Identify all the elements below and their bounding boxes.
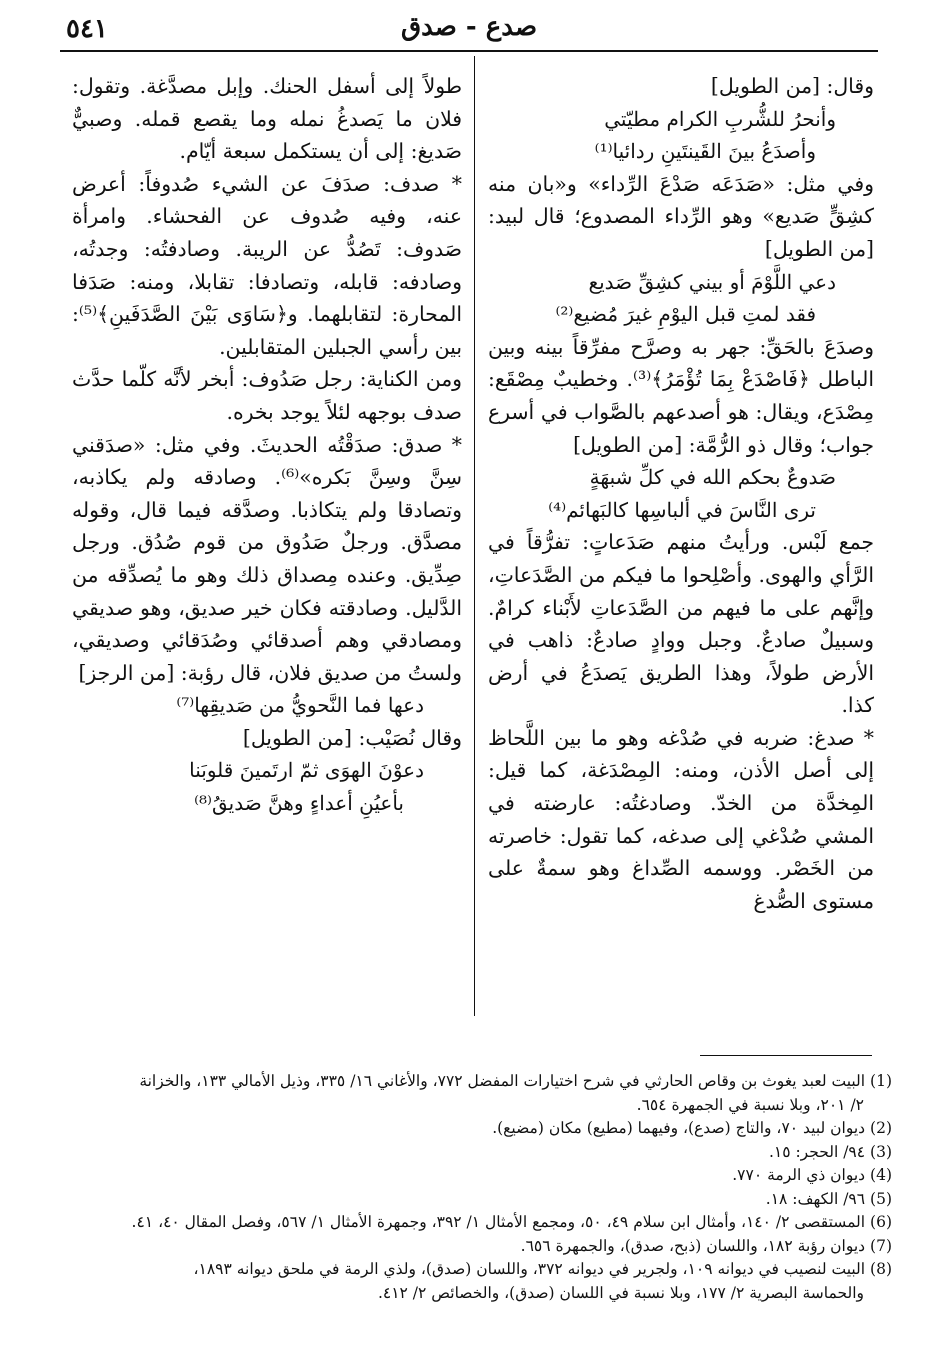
footnote-3: (3) ٩٤/ الحجر: ١٥. [768,1142,892,1161]
running-title: صدع - صدق [400,12,538,42]
footnote-rule [700,1055,872,1056]
verse-line: فقد لمتِ قبل اليوْمِ غيرَ مُضيع⁽²⁾ [555,302,816,327]
paragraph: ومن الكناية: رجل صَدُوف: أبخر لأنَّه كلّما حدَّث صدف بوجهه لئلاً يوجد بخره. [72,367,462,424]
verse-line: ترى النَّاسَ في ألباسِها كالبَهائم⁽⁴⁾ [548,497,816,522]
paragraph: جمع لَبْس. ورأيتُ منهم صَدَعاتٍ: تفرُّقاً في الرَّأي والهوى. وأصْلِحوا ما فيكم من الصَّدَعاتِ، وإنَّهم على ما فيهم من الصَّدَعاتِ لأَبْناء كرامٌ. وسبيلٌ صادعٌ. وجبل ووادٍ صادعٌ: ذاهب في الأرض طولاً، وهذا الطريق يَصدَعُ في أرض كذا. [488,530,874,718]
entry-sadaq: * صدق: صدَقْتُه الحديثَ. وفي مثل: «صدَقني سِنَّ وسِنَّ بَكره»⁽⁶⁾. وصادقه ولم يكاذبه، وتصادقا ولم يتكاذبا. وصدَّقه فيما قال، وقوله مصدَّق. ورجلٌ صَدُوق من قوم صُدُق. ورجل صِدِّيق. وعنده مِصداق ذلك وهو ما يُصدِّقه من الدَّليل. وصادقته فكان خير صديق، وهو صديقي ومصادقي وهم أصدقائي وصُدَقائي وصديقي، ولستُ من صديق فلان، قال رؤبة: [من الرجز] [72,432,462,685]
entry-sadaf: * صدف: صدَفَ عن الشيء صُدوفاً: أعرض عنه، وفيه صُدوف عن الفحشاء. وامرأة صَدوف: تَصُدُّ عن الريبة. وصادفتُه: وجدتُه، وصادفه: قابله، وتصادفا: تقابلا، ومنه: صَدَفا المحارة: لتقابلهما. و﴿سَاوَى بَيْنَ الصَّدَفَينِ﴾⁽⁵⁾: بين رأسي الجبلين المتقابلين. [72,171,462,359]
footnote-1-cont: ٢/ ٢٠١، وبلا نسبة في الجمهرة ٦٥٤. [636,1095,864,1114]
paragraph: وقال نُصَيْب: [من الطويل] [242,725,462,750]
verse-line: دعها فما النَّحويُّ من صَديقِها⁽⁷⁾ [176,693,424,718]
footnote-8: (8) البيت لنصيب في ديوانه ١٠٩، ولجرير في ديوانه ٣٧٢، واللسان (صدق)، ولذي الرمة في ملحق ديوانه ١٨٩٣، [193,1260,892,1278]
verse-line: بأعيُنِ أعداءٍ وهنَّ صَديقُ⁽⁸⁾ [194,791,404,816]
footnote-7: (7) ديوان رؤبة ١٨٢، واللسان (ذبح، صدق)، والجمهرة ٦٥٦. [520,1236,892,1255]
page-header [60,10,878,46]
verse-line: وأصدَعُ بينَ القَينتَينِ ردائيا⁽¹⁾ [594,139,816,164]
verse-line: وأنحرُ للشُّربِ الكرام مطيّتي [604,106,836,131]
footnotes [72,1070,892,1305]
paragraph: وقال: [من الطويل] [710,74,874,98]
right-column [488,70,874,1010]
paragraph: وفي مثل: «صَدَعَه صَدْعَ الرِّداء» و«بان منه كشِقٍّ صَديع» وهو الرِّداء المصدوع؛ قال لبيد: [من الطويل] [488,171,874,261]
verse-line: دعي اللَّوْمَ أو بيني كشِقِّ صَديع [588,269,836,294]
footnote-8-cont: والحماسة البصرية ٢/ ١٧٧، وبلا نسبة في اللسان (صدق)، والخصائص ٢/ ٤١٢. [377,1283,864,1302]
footnote-5: (5) ٩٦/ الكهف: ١٨. [765,1189,892,1208]
paragraph: وصدَعَ بالحَقِّ: جهر به وصرَّح مفرِّقاً بينه وبين الباطل ﴿فَاصْدَعْ بِمَا تُؤْمَرُ﴾⁽³⁾. وخطيبٌ مِصْقَع: مِصْدَع، ويقال: هو أصدعهم بالصَّواب في أسرع جواب؛ وقال ذو الرُّمَّة: [من الطويل] [488,334,875,457]
left-column [72,70,462,990]
paragraph: طولاً إلى أسفل الحنك. وإبل مصدَّغة. وتقول: فلان ما يَصدغُ نمله وما يقصع قمله. وصبيٌّ صَديغ: إلى أن يستكمل سبعة أيّام. [72,74,462,164]
footnote-2: (2) ديوان لبيد ٧٠، والتاج (صدع)، وفيهما (مطيع) مكان (مضيع). [492,1119,892,1137]
verse-line: صَدوعٌ بحكم الله في كلِّ شبهَةٍ [589,465,836,490]
header-rule [60,50,878,52]
footnote-4: (4) ديوان ذي الرمة ٧٧٠. [732,1166,892,1184]
footnote-1: (1) البيت لعبد يغوث بن وقاص الحارثي في شرح اختيارات المفضل ٧٧٢، والأغاني ١٦/ ٣٣٥، وذيل الأمالي ١٣٣، والخزانة [139,1072,892,1090]
page-number: ٥٤١ [66,14,108,44]
verse-line: دعوْنَ الهوَى ثمّ ارتَمينَ قلوبَنا [189,758,424,783]
column-divider [474,56,475,1016]
footnote-6: (6) المستقصى ٢/ ١٤٠، وأمثال ابن سلام ٤٩، ٥٠، ومجمع الأمثال ١/ ٣٩٢، وجمهرة الأمثال ١/ ٥٦٧، وفصل المقال ٤٠، ٤١. [131,1213,892,1231]
entry-sadagh: * صدغ: ضربه في صُدْغه وهو ما بين اللَّحاظ إلى أصل الأذن، ومنه: المِصْدَغة، كما قيل: المِخدَّة من الخدّ. وصادغتُه: عارضته في المشي صُدْغي إلى صدغه، كما تقول: خاصرته من الخَصْر. ووسمه الصِّداغ وهو سمةٌ على مستوى الصُّدغ [488,725,874,913]
